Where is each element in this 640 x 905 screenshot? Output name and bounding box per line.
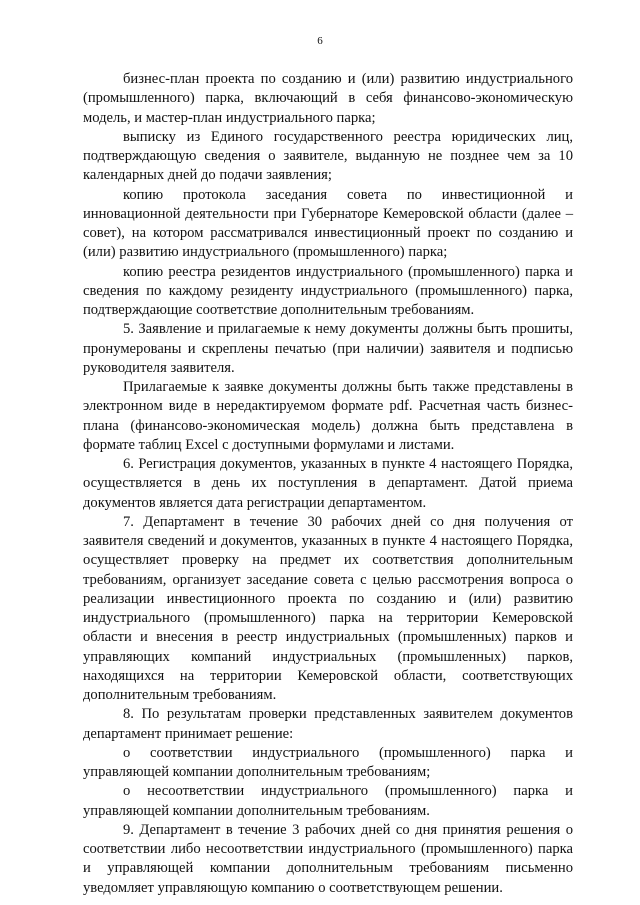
paragraph-decision-compliance: о соответствии индустриального (промышленного) парка и управляющей компании дополнительным требованиям;	[83, 744, 573, 780]
paragraph-residents-registry: копию реестра резидентов индустриального (промышленного) парка и сведения по каждому резиденту индустриального (промышленного) парка, подтверждающие соответствие дополнительным требованиям.	[83, 263, 573, 318]
paragraph-item-6: 6. Регистрация документов, указанных в пункте 4 настоящего Порядка, осуществляется в день их поступления в департамент. Датой приема документов является дата регистрации департаментом.	[83, 456, 573, 511]
paragraph-item-8: 8. По результатам проверки представленных заявителем документов департамент принимает решение:	[83, 706, 573, 742]
paragraph-item-7: 7. Департамент в течение 30 рабочих дней со дня получения от заявителя сведений и документов, указанных в пункте 4 настоящего Порядка, осуществляет проверку на предмет их соответствия дополнительным требованиям, организует заседание совета с целью рассмотрения вопроса о реализации инвестиционного проекта по созданию и (или) развитию индустриального (промышленного) парка на территории Кемеровской области и внесения в реестр индустриальных (промышленных) парков и управляющих компаний индустриальных (промышленных) парков, находящихся на территории Кемеровской области, соответствующих дополнительным требованиям.	[83, 513, 573, 703]
page-number: 6	[317, 35, 323, 47]
paragraph-electronic-form: Прилагаемые к заявке документы должны быть также представлены в электронном виде в нередактируемом формате pdf. Расчетная часть бизнес-плана (финансово-экономическая модель) должна быть представлена в формате таблиц Excel с доступными формулами и листами.	[83, 379, 573, 453]
paragraph-council-protocol: копию протокола заседания совета по инвестиционной и инновационной деятельности при Губернаторе Кемеровской области (далее – совет), на котором рассматривался инвестиционный проект по созданию и (или) развитию индустриального (промышленного) парка;	[83, 186, 573, 261]
paragraph-business-plan: бизнес-план проекта по созданию и (или) развитию индустриального (промышленного) парка, включающий в себя финансово-экономическую модель, и мастер-план индустриального парка;	[83, 71, 573, 126]
document-body	[83, 70, 573, 898]
paragraph-item-5: 5. Заявление и прилагаемые к нему документы должны быть прошиты, пронумерованы и скреплены печатью (при наличии) заявителя и подписью руководителя заявителя.	[83, 321, 573, 376]
paragraph-decision-noncompliance: о несоответствии индустриального (промышленного) парка и управляющей компании дополнительным требованиям.	[83, 783, 573, 819]
paragraph-registry-extract: выписку из Единого государственного реестра юридических лиц, подтверждающую сведения о заявителе, выданную не позднее чем за 10 календарных дней до подачи заявления;	[83, 128, 573, 184]
paragraph-item-9: 9. Департамент в течение 3 рабочих дней со дня принятия решения о соответствии либо несоответствии индустриального (промышленного) парка и управляющей компании дополнительным требованиям письменно уведомляет управляющую компанию о соответствующем решении.	[83, 821, 573, 896]
